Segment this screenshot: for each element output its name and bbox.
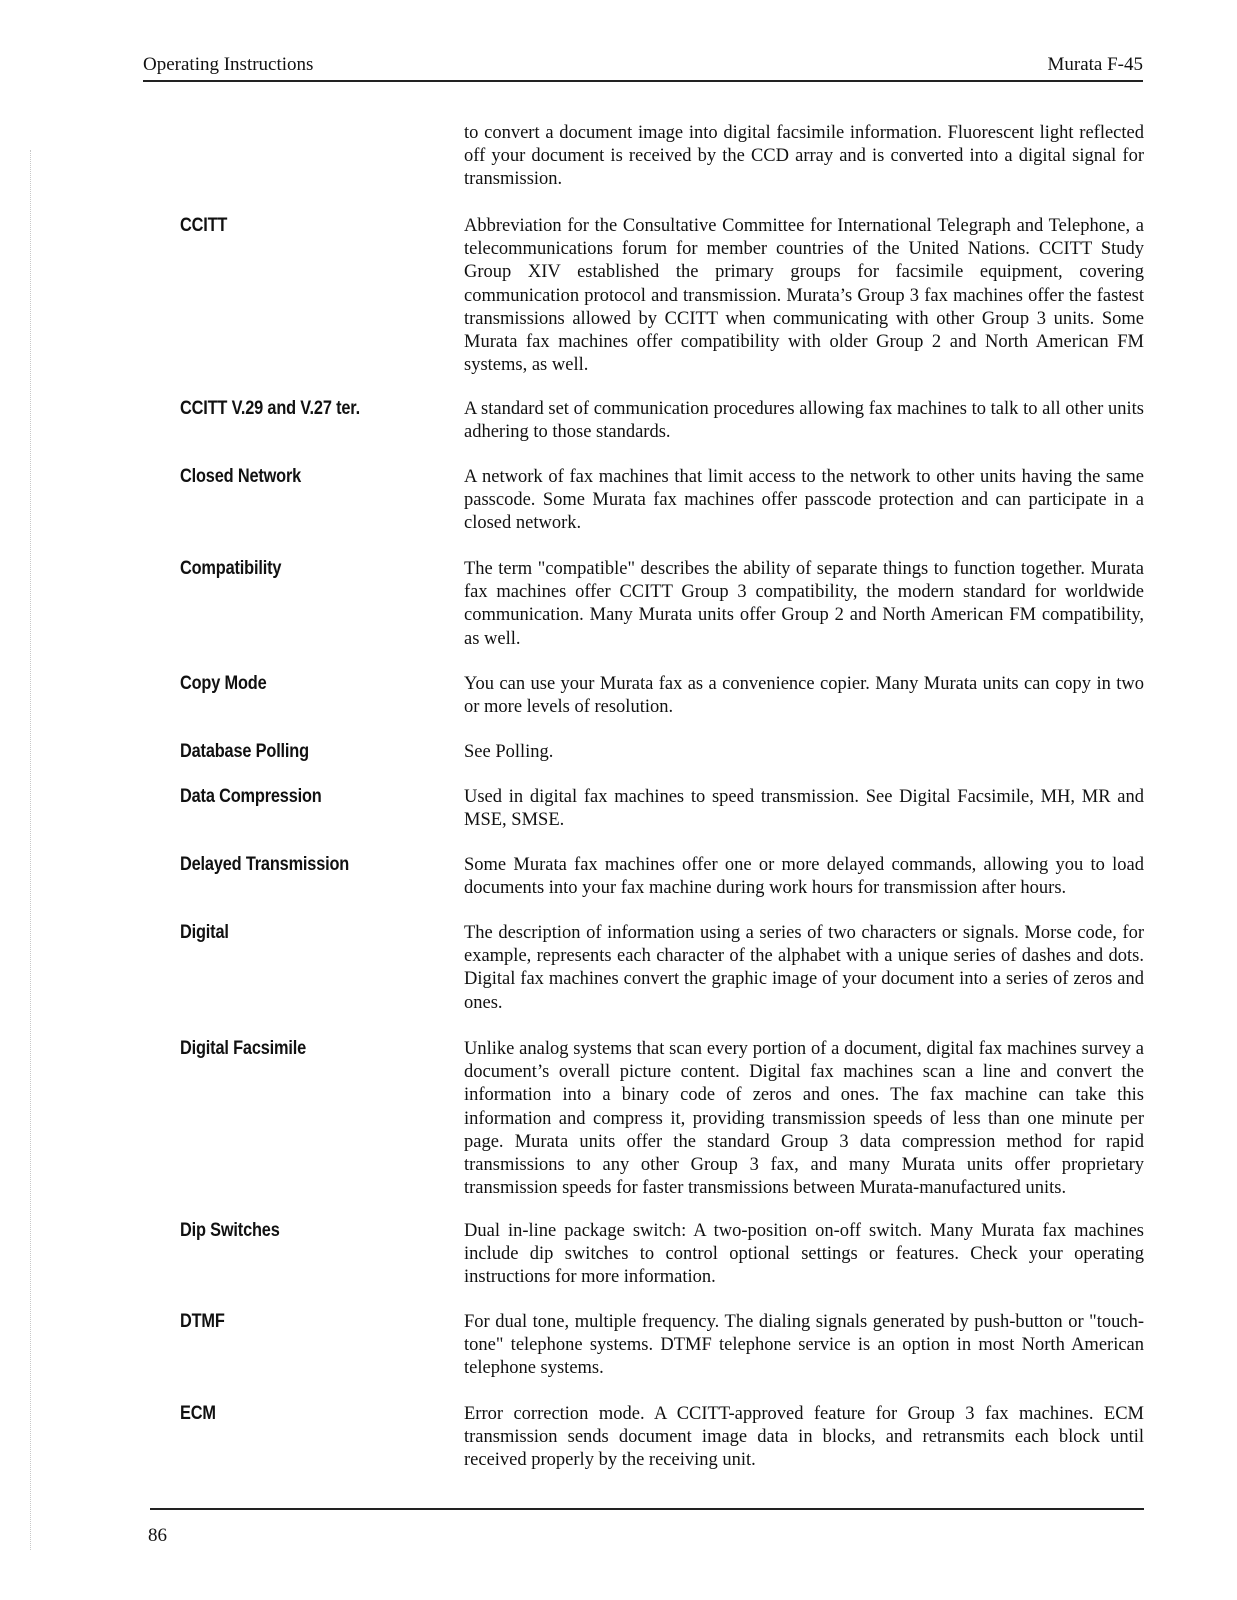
- glossary-definition: to convert a document image into digital facsimile information. Fluorescent light reflected off your document is received by the CCD array and is converted into a digital signal for transmission.: [464, 123, 1144, 190]
- glossary-definition: See Polling.: [464, 742, 554, 762]
- page-number: 86: [148, 1525, 167, 1546]
- glossary-definition: You can use your Murata fax as a convenience copier. Many Murata units can copy in two or more levels of resolution.: [464, 674, 1144, 718]
- glossary-term: Copy Mode: [180, 673, 267, 694]
- scan-artifact-marks: [30, 150, 39, 1550]
- header-product-name: Murata F-45: [1047, 54, 1143, 75]
- glossary-term: Closed Network: [180, 466, 302, 487]
- glossary-term: Database Polling: [180, 741, 309, 762]
- footer-rule: [150, 1508, 1144, 1510]
- glossary-definition: Unlike analog systems that scan every portion of a document, digital fax machines survey a document’s overall picture content. Digital fax machines scan a line and convert the information into a binary code of zeros and ones. The fax machine can take this information and compress it, providing transmission speeds of less than one minute per page. Murata units offer the standard Group 3 data compression method for rapid transmissions to any other Group 3 fax, and many Murata units offer proprietary transmission speeds for faster transmissions between Murata-manufactured units.: [464, 1039, 1144, 1199]
- glossary-definition: Some Murata fax machines offer one or more delayed commands, allowing you to load documents into your fax machine during work hours for transmission after hours.: [464, 855, 1144, 899]
- page-header: [143, 52, 1143, 82]
- glossary-definition: A network of fax machines that limit access to the network to other units having the same passcode. Some Murata fax machines offer passcode protection and can participate in a closed network.: [464, 467, 1144, 534]
- glossary-definition: For dual tone, multiple frequency. The dialing signals generated by push-button or "touch-tone" telephone systems. DTMF telephone service is an option in most North American telephone systems.: [464, 1312, 1144, 1379]
- glossary-term: Digital: [180, 922, 229, 943]
- header-section-title: Operating Instructions: [143, 54, 314, 75]
- glossary-definition: Abbreviation for the Consultative Committee for International Telegraph and Telephone, a telecommunications forum for member countries of the United Nations. CCITT Study Group XIV established the primary groups for facsimile equipment, covering communication protocol and transmission. Murata’s Group 3 fax machines offer the fastest transmissions allowed by CCITT when communicating with other Group 3 units. Some Murata fax machines offer compatibility with older Group 2 and North American FM systems, as well.: [464, 216, 1144, 376]
- glossary-term: CCITT: [180, 215, 228, 236]
- glossary-definition: The description of information using a series of two characters or signals. Morse code, for example, represents each character of the alphabet with a unique series of dashes and dots. Digital fax machines convert the graphic image of your document into a series of zeros and ones.: [464, 923, 1144, 1013]
- glossary-term: Delayed Transmission: [180, 854, 350, 875]
- glossary-term: Digital Facsimile: [180, 1038, 307, 1059]
- glossary-term: Dip Switches: [180, 1220, 280, 1241]
- glossary-term: DTMF: [180, 1311, 225, 1332]
- glossary-definition: A standard set of communication procedures allowing fax machines to talk to all other units adhering to those standards.: [464, 399, 1144, 443]
- glossary-term: Data Compression: [180, 786, 322, 807]
- glossary-definition: Dual in-line package switch: A two-position on-off switch. Many Murata fax machines include dip switches to control optional settings or features. Check your operating instructions for more information.: [464, 1221, 1144, 1288]
- glossary-definition: The term "compatible" describes the ability of separate things to function together. Murata fax machines offer CCITT Group 3 compatibility, the modern standard for worldwide communication. Many Murata units offer Group 2 and North American FM compatibility, as well.: [464, 559, 1144, 649]
- glossary-term: CCITT V.29 and V.27 ter.: [180, 398, 360, 419]
- glossary-definition: Error correction mode. A CCITT-approved feature for Group 3 fax machines. ECM transmission sends document image data in blocks, and retransmits each block until received properly by the receiving unit.: [464, 1404, 1144, 1471]
- glossary-term: ECM: [180, 1403, 216, 1424]
- glossary-definition: Used in digital fax machines to speed transmission. See Digital Facsimile, MH, MR and MSE, SMSE.: [464, 787, 1144, 831]
- glossary-term: Compatibility: [180, 558, 282, 579]
